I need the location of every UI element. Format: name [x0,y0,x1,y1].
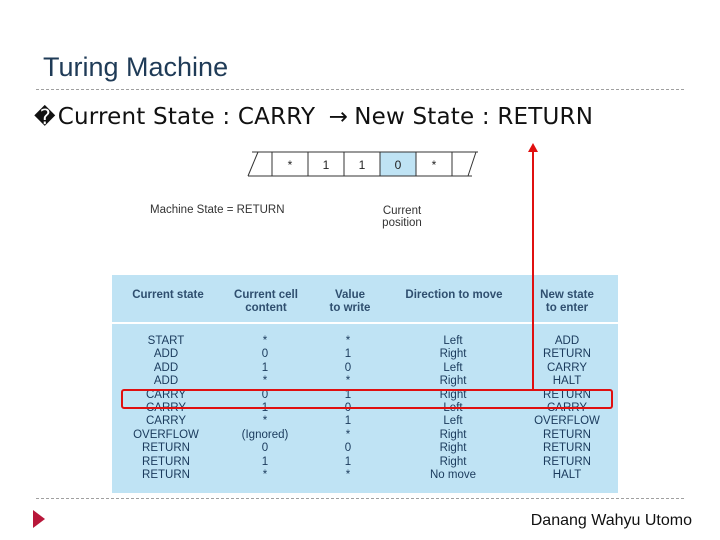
bullet-current-new-state [34,104,593,130]
row-value-to-write: * [345,335,351,347]
row-current-state: RETURN [142,468,190,481]
machine-state-label: Machine State = RETURN [150,204,285,216]
row-value-to-write: 0 [344,442,352,455]
row-cell-content: (Ignored) [241,428,289,441]
transition-table [112,275,618,493]
row-value-to-write: 1 [344,388,352,401]
row-cell-content: 1 [261,455,269,468]
current-position-label [377,205,427,229]
tape-diagram [246,150,482,178]
row-new-state: RETURN [543,348,591,361]
row-value-to-write: * [345,468,351,481]
row-new-state: ADD [554,335,580,347]
row-cell-content: 1 [261,401,269,414]
row-direction: Right [439,375,467,388]
author-name: Danang Wahyu Utomo [530,512,692,529]
row-current-state: ADD [153,375,179,388]
row-current-state: RETURN [142,442,190,455]
header-direction-to-move: Direction to move [405,289,503,301]
row-direction: Left [443,401,463,414]
row-direction: Right [439,442,467,455]
row-cell-content: * [262,415,268,428]
row-new-state: CARRY [546,401,588,414]
current-position-line2: position [382,217,422,229]
row-cell-content: 0 [261,442,269,455]
row-value-to-write: 0 [344,361,352,374]
footer-divider [36,498,684,499]
row-value-to-write: 1 [344,415,352,428]
row-direction: Left [443,335,463,347]
current-position-line1: Current [382,205,422,217]
row-value-to-write: 0 [344,401,352,414]
right-arrow-icon: → [328,104,349,130]
pointer-arrow-line [532,150,534,390]
tape-cell-value: 0 [394,158,402,172]
tape-cell-value: 1 [322,158,330,172]
row-direction: Left [443,361,463,374]
highlighted-row-marker [121,389,613,409]
row-new-state: CARRY [546,361,588,374]
slide-title: Turing Machine [43,52,229,82]
row-direction: Left [443,415,463,428]
tape-cell-value: * [431,158,437,172]
row-current-state: CARRY [145,401,187,414]
row-direction: Right [439,388,467,401]
row-current-state: CARRY [145,388,187,401]
row-new-state: HALT [552,468,582,481]
row-value-to-write: * [345,375,351,388]
header-separator [112,322,618,324]
row-cell-content: * [262,375,268,388]
pointer-arrow-head-icon [528,143,538,152]
row-cell-content: * [262,335,268,347]
title-divider [36,89,684,90]
row-current-state: RETURN [142,455,190,468]
header-current-state: Current state [132,289,204,301]
header-current-cell-content: Current cell content [234,289,298,314]
row-direction: No move [429,468,477,481]
row-direction: Right [439,428,467,441]
row-value-to-write: 1 [344,455,352,468]
bullet-new-state-text: New State : RETURN [354,104,594,130]
row-new-state: HALT [552,375,582,388]
bullet-box-icon: � [34,105,56,129]
row-new-state: RETURN [543,442,591,455]
row-current-state: ADD [153,348,179,361]
row-direction: Right [439,455,467,468]
row-new-state: RETURN [543,455,591,468]
header-new-state: New state to enter [540,289,594,314]
row-current-state: OVERFLOW [133,428,199,441]
row-current-state: START [147,335,185,347]
row-new-state: RETURN [543,428,591,441]
row-cell-content: * [262,468,268,481]
footer-arrow-icon [33,510,45,528]
tape-cell-value: * [287,158,293,172]
bullet-current-state-text: Current State : CARRY [57,104,316,130]
row-current-state: CARRY [145,415,187,428]
row-current-state: ADD [153,361,179,374]
row-value-to-write: * [345,428,351,441]
row-new-state: OVERFLOW [534,415,600,428]
tape-cell-value: 1 [358,158,366,172]
row-cell-content: 1 [261,361,269,374]
row-direction: Right [439,348,467,361]
row-new-state: RETURN [543,388,591,401]
row-value-to-write: 1 [344,348,352,361]
row-cell-content: 0 [261,388,269,401]
header-value-to-write: Value to write [329,289,371,314]
row-cell-content: 0 [261,348,269,361]
